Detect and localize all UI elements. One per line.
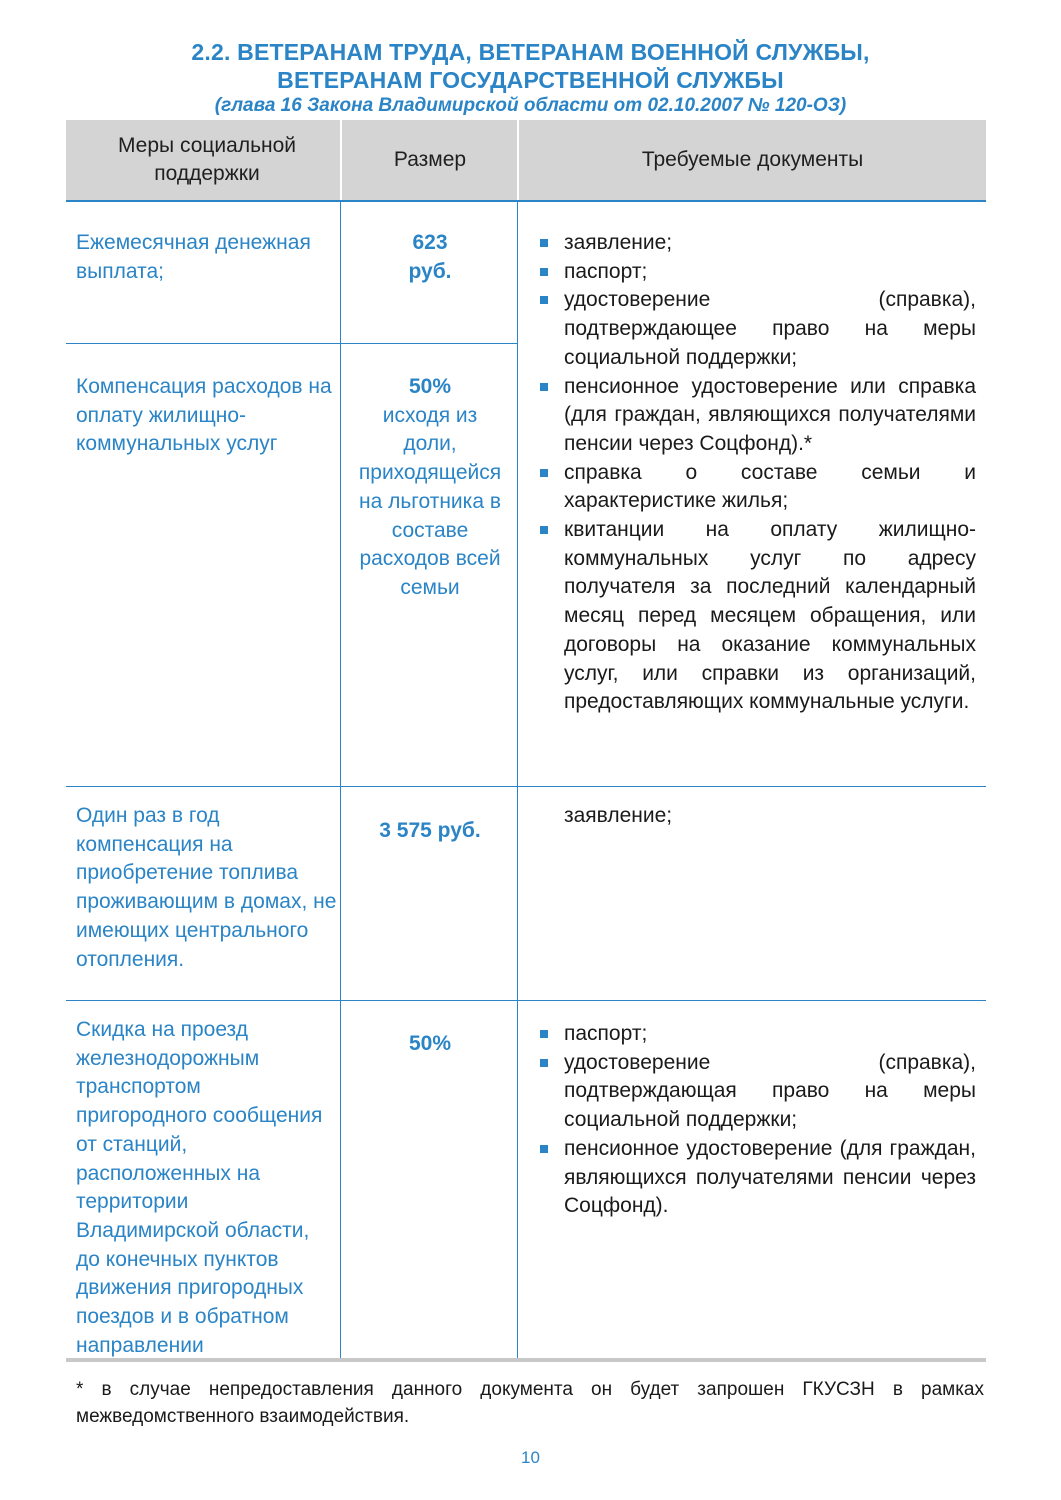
heading-law-reference: (глава 16 Закона Владимирской области от 02.10.2007 № 120-ОЗ) — [214, 95, 847, 116]
doc-item: пенсионное удостоверение (для граждан, являющихся получателями пенсии через Соцфонд). — [536, 1135, 976, 1221]
size-fuel-compensation — [342, 817, 518, 846]
size-value: 50% — [408, 1032, 452, 1055]
header-size: Размер — [393, 148, 467, 171]
doc-item: пенсионное удостоверение или справка (для граждан, являющихся получателями пенсии через Соцфонд).* — [536, 373, 976, 459]
row-divider-3 — [66, 1000, 986, 1001]
footnote: * в случае непредоставления данного документа он будет запрошен ГКУСЗН в рамках межведомственного взаимодействия. — [76, 1379, 984, 1427]
benefits-table — [66, 120, 986, 1365]
documents-group-2 — [536, 802, 976, 831]
measure-fuel-compensation: Один раз в год компенсация на приобретение топлива проживающим в домах, не имеющих центрального отопления. — [76, 804, 337, 971]
measure-housing-compensation: Компенсация расходов на оплату жилищно-коммунальных услуг — [76, 375, 332, 456]
size-rail-discount — [342, 1030, 518, 1059]
heading-line-2: ВЕТЕРАНАМ ГОСУДАРСТВЕННОЙ СЛУЖБЫ — [277, 67, 784, 93]
row-divider-1 — [66, 343, 518, 344]
doc-item: заявление; — [564, 804, 673, 827]
doc-item: квитанции на оплату жилищно-коммунальных услуг по адресу получателя за последний календарный месяц перед месяцем обращения, или договоры на оказание коммунальных услуг, или справки из организаций, предоставляющих коммунальные услуги. — [536, 516, 976, 717]
page-number: 10 — [521, 1448, 540, 1467]
header-documents: Требуемые документы — [641, 148, 864, 171]
table-header — [66, 120, 986, 202]
doc-item: паспорт; — [536, 258, 976, 287]
documents-group-1 — [536, 229, 976, 717]
size-monthly-payment — [342, 229, 518, 286]
size-value: 3 575 руб. — [379, 819, 481, 842]
measure-rail-discount: Скидка на проезд железнодорожным транспортом пригородного сообщения от станций, расположенных на территории Владимирской области, до конечных пунктов движения пригородных поездов и в обратном направлении — [76, 1018, 323, 1357]
row-divider-2 — [66, 786, 986, 787]
measure-monthly-payment: Ежемесячная денежная выплата; — [76, 231, 311, 283]
header-measures: Меры социальной поддержки — [117, 134, 297, 185]
doc-item: удостоверение (справка), подтверждающее право на меры социальной поддержки; — [536, 286, 976, 372]
size-value: 623 руб. — [408, 231, 452, 283]
size-note: исходя из доли, приходящейся на льготника в составе расходов всей семьи — [358, 403, 502, 599]
doc-item: справка о составе семьи и характеристике жилья; — [536, 459, 976, 516]
column-divider-1 — [340, 202, 341, 1358]
heading-line-1: 2.2. ВЕТЕРАНАМ ТРУДА, ВЕТЕРАНАМ ВОЕННОЙ СЛУЖБЫ, — [191, 39, 870, 65]
doc-item: удостоверение (справка), подтверждающая право на меры социальной поддержки; — [536, 1049, 976, 1135]
size-value: 50% — [408, 375, 452, 398]
size-housing-compensation — [342, 373, 518, 603]
documents-group-3 — [536, 1020, 976, 1221]
doc-item: заявление; — [536, 229, 976, 258]
doc-item: паспорт; — [536, 1020, 976, 1049]
page-heading — [60, 38, 1001, 118]
